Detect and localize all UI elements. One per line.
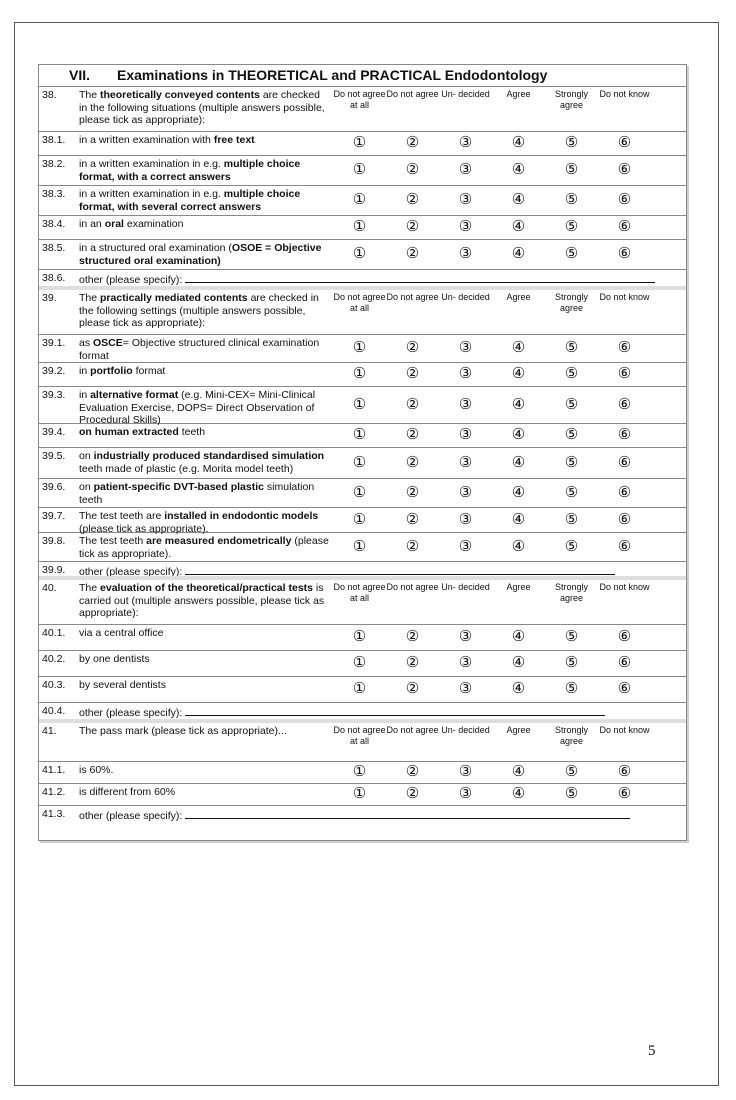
question-text: The evaluation of the theoretical/practical tests is carried out (multiple answers possible, please tick as appropriate): <box>79 582 325 619</box>
item-text: via a central office <box>79 627 164 639</box>
rating-option-6[interactable]: ⑥ <box>617 395 632 413</box>
item-row <box>39 240 686 270</box>
rating-option-5[interactable]: ⑤ <box>564 680 579 698</box>
rating-option-3[interactable]: ③ <box>458 680 473 698</box>
rating-option-6[interactable]: ⑥ <box>617 134 632 152</box>
rating-options <box>333 508 686 532</box>
item-number: 39.7. <box>42 510 66 522</box>
scale-header: Do not agree <box>386 89 439 99</box>
rating-option-3[interactable]: ③ <box>458 339 473 357</box>
scale-header: Un- decided <box>441 582 490 592</box>
rating-option-6[interactable]: ⑥ <box>617 365 632 383</box>
other-row <box>39 703 686 723</box>
questionnaire-form <box>38 64 687 841</box>
rating-option-6[interactable]: ⑥ <box>617 191 632 209</box>
scale-header: Strongly agree <box>554 292 589 313</box>
item-row <box>39 448 686 479</box>
rating-option-1[interactable]: ① <box>352 395 367 413</box>
rating-option-3[interactable]: ③ <box>458 628 473 646</box>
rating-options <box>333 533 686 561</box>
item-number: 39.2. <box>42 365 66 377</box>
rating-option-2[interactable]: ② <box>405 785 420 803</box>
rating-option-4[interactable]: ④ <box>511 245 526 263</box>
item-text: in portfolio format <box>79 365 166 377</box>
question-text: The practically mediated contents are checked in the following settings (multiple answers possible, please tick as appropriate): <box>79 292 319 329</box>
rating-options <box>333 479 686 507</box>
scale-header: Do not agree at all <box>333 89 386 110</box>
rating-option-2[interactable]: ② <box>405 218 420 236</box>
scale-header: Do not agree at all <box>333 582 386 603</box>
other-row <box>39 270 686 290</box>
rating-option-6[interactable]: ⑥ <box>617 785 632 803</box>
item-number: 39.6. <box>42 481 66 493</box>
rating-option-1[interactable]: ① <box>352 654 367 672</box>
rating-option-4[interactable]: ④ <box>511 426 526 444</box>
rating-option-4[interactable]: ④ <box>511 510 526 528</box>
rating-option-6[interactable]: ⑥ <box>617 680 632 698</box>
rating-option-4[interactable]: ④ <box>511 654 526 672</box>
section-number: VII. <box>69 67 91 83</box>
scale-header: Do not agree <box>386 725 439 735</box>
other-specify <box>79 270 686 286</box>
rating-option-6[interactable]: ⑥ <box>617 763 632 781</box>
rating-option-6[interactable]: ⑥ <box>617 510 632 528</box>
rating-option-3[interactable]: ③ <box>458 483 473 501</box>
scale-header: Do not agree at all <box>333 292 386 313</box>
rating-option-1[interactable]: ① <box>352 483 367 501</box>
scale-header: Do not agree <box>386 582 439 592</box>
question-list <box>39 87 686 840</box>
rating-option-2[interactable]: ② <box>405 763 420 781</box>
rating-option-1[interactable]: ① <box>352 763 367 781</box>
scale-header: Do not agree at all <box>333 725 386 746</box>
item-text: is 60%. <box>79 764 114 776</box>
rating-option-4[interactable]: ④ <box>511 537 526 555</box>
rating-option-3[interactable]: ③ <box>458 161 473 179</box>
rating-options <box>333 156 686 185</box>
item-text: The test teeth are installed in endodontic models (please tick as appropriate). <box>79 510 319 535</box>
question-row <box>39 87 686 132</box>
rating-option-1[interactable]: ① <box>352 365 367 383</box>
item-text: on patient-specific DVT-based plastic simulation teeth <box>79 481 315 506</box>
rating-option-3[interactable]: ③ <box>458 218 473 236</box>
rating-options <box>333 424 686 447</box>
rating-option-5[interactable]: ⑤ <box>564 339 579 357</box>
rating-option-5[interactable]: ⑤ <box>564 654 579 672</box>
item-number: 39.9. <box>42 564 66 576</box>
rating-option-5[interactable]: ⑤ <box>564 245 579 263</box>
rating-option-4[interactable]: ④ <box>511 763 526 781</box>
rating-option-2[interactable]: ② <box>405 453 420 471</box>
item-number: 39.8. <box>42 535 66 547</box>
other-input-line[interactable] <box>185 272 655 283</box>
rating-options <box>333 387 686 423</box>
item-row <box>39 677 686 703</box>
rating-option-6[interactable]: ⑥ <box>617 339 632 357</box>
item-row <box>39 424 686 448</box>
scale-header: Strongly agree <box>554 725 589 746</box>
scale-header: Do not know <box>599 725 650 735</box>
rating-option-2[interactable]: ② <box>405 426 420 444</box>
rating-option-5[interactable]: ⑤ <box>564 161 579 179</box>
item-text: in alternative format (e.g. Mini-CEX= Mini-Clinical Evaluation Exercise, DOPS= Direct Observation of Procedural Skills) <box>79 389 316 426</box>
rating-option-3[interactable]: ③ <box>458 191 473 209</box>
item-text: on human extracted teeth <box>79 426 206 438</box>
item-number: 39.4. <box>42 426 66 438</box>
rating-option-6[interactable]: ⑥ <box>617 483 632 501</box>
other-input-line[interactable] <box>185 564 615 575</box>
rating-option-3[interactable]: ③ <box>458 134 473 152</box>
item-row <box>39 533 686 562</box>
item-number: 41.2. <box>42 786 66 798</box>
other-label: other (please specify): <box>79 707 183 719</box>
other-specify <box>79 562 686 576</box>
other-row <box>39 806 686 840</box>
other-label: other (please specify): <box>79 566 183 576</box>
item-row <box>39 784 686 806</box>
rating-option-2[interactable]: ② <box>405 161 420 179</box>
rating-option-5[interactable]: ⑤ <box>564 426 579 444</box>
question-text: The theoretically conveyed contents are checked in the following situations (multiple answers possible, please tick as appropriate): <box>79 89 325 126</box>
item-row <box>39 335 686 363</box>
item-number: 39.5. <box>42 450 66 462</box>
other-specify <box>79 806 686 840</box>
scale-header: Un- decided <box>441 89 490 99</box>
rating-option-1[interactable]: ① <box>352 680 367 698</box>
question-number: 41. <box>42 725 57 737</box>
rating-option-1[interactable]: ① <box>352 191 367 209</box>
rating-option-6[interactable]: ⑥ <box>617 654 632 672</box>
rating-option-3[interactable]: ③ <box>458 654 473 672</box>
rating-option-2[interactable]: ② <box>405 365 420 383</box>
item-number: 38.2. <box>42 158 66 170</box>
item-number: 38.3. <box>42 188 66 200</box>
section-title <box>39 65 686 87</box>
item-number: 38.5. <box>42 242 66 254</box>
rating-option-1[interactable]: ① <box>352 426 367 444</box>
rating-option-3[interactable]: ③ <box>458 426 473 444</box>
item-row <box>39 186 686 216</box>
scale-header: Un- decided <box>441 292 490 302</box>
item-number: 39.3. <box>42 389 66 401</box>
rating-option-4[interactable]: ④ <box>511 395 526 413</box>
item-row <box>39 651 686 677</box>
rating-option-1[interactable]: ① <box>352 339 367 357</box>
scale-header: Strongly agree <box>554 89 589 110</box>
other-specify <box>79 703 686 719</box>
item-number: 40.3. <box>42 679 66 691</box>
other-input-line[interactable] <box>185 808 630 819</box>
rating-option-6[interactable]: ⑥ <box>617 161 632 179</box>
rating-option-5[interactable]: ⑤ <box>564 483 579 501</box>
scale-header: Un- decided <box>441 725 490 735</box>
rating-option-1[interactable]: ① <box>352 628 367 646</box>
rating-option-4[interactable]: ④ <box>511 628 526 646</box>
item-row <box>39 363 686 387</box>
rating-option-2[interactable]: ② <box>405 680 420 698</box>
scale-header: Do not know <box>599 89 650 99</box>
rating-option-5[interactable]: ⑤ <box>564 537 579 555</box>
item-text: in an oral examination <box>79 218 184 230</box>
rating-option-6[interactable]: ⑥ <box>617 537 632 555</box>
item-text: in a written examination in e.g. multiple choice format, with a correct answers <box>79 158 301 183</box>
item-number: 38.4. <box>42 218 66 230</box>
question-text: The pass mark (please tick as appropriate)... <box>79 725 287 737</box>
question-row <box>39 290 686 335</box>
rating-option-3[interactable]: ③ <box>458 763 473 781</box>
rating-option-2[interactable]: ② <box>405 628 420 646</box>
other-label: other (please specify): <box>79 274 183 286</box>
rating-option-4[interactable]: ④ <box>511 191 526 209</box>
item-row <box>39 508 686 533</box>
scale-header: Agree <box>506 292 531 302</box>
rating-option-1[interactable]: ① <box>352 537 367 555</box>
rating-option-5[interactable]: ⑤ <box>564 763 579 781</box>
item-number: 38.6. <box>42 272 66 284</box>
item-number: 38.1. <box>42 134 66 146</box>
rating-option-5[interactable]: ⑤ <box>564 191 579 209</box>
rating-option-2[interactable]: ② <box>405 191 420 209</box>
item-row <box>39 479 686 508</box>
item-number: 40.4. <box>42 705 66 717</box>
rating-option-1[interactable]: ① <box>352 785 367 803</box>
rating-option-5[interactable]: ⑤ <box>564 453 579 471</box>
rating-option-4[interactable]: ④ <box>511 161 526 179</box>
section-heading: Examinations in THEORETICAL and PRACTICAL Endodontology <box>117 67 548 83</box>
rating-option-6[interactable]: ⑥ <box>617 218 632 236</box>
rating-option-2[interactable]: ② <box>405 537 420 555</box>
item-number: 41.1. <box>42 764 66 776</box>
rating-options <box>333 677 686 702</box>
rating-option-6[interactable]: ⑥ <box>617 245 632 263</box>
item-text: by one dentists <box>79 653 150 665</box>
rating-option-6[interactable]: ⑥ <box>617 426 632 444</box>
rating-option-1[interactable]: ① <box>352 218 367 236</box>
question-row <box>39 580 686 625</box>
rating-option-3[interactable]: ③ <box>458 785 473 803</box>
rating-options <box>333 186 686 215</box>
rating-option-2[interactable]: ② <box>405 510 420 528</box>
scale-header: Agree <box>506 725 531 735</box>
item-number: 39.1. <box>42 337 66 349</box>
rating-option-2[interactable]: ② <box>405 395 420 413</box>
scale-headers <box>333 87 686 131</box>
rating-option-4[interactable]: ④ <box>511 680 526 698</box>
rating-option-1[interactable]: ① <box>352 161 367 179</box>
scale-header: Do not agree <box>386 292 439 302</box>
rating-options <box>333 651 686 676</box>
item-row <box>39 762 686 784</box>
item-text: The test teeth are measured endometrically (please tick as appropriate). <box>79 535 329 560</box>
rating-option-2[interactable]: ② <box>405 483 420 501</box>
rating-option-1[interactable]: ① <box>352 245 367 263</box>
scale-header: Strongly agree <box>554 582 589 603</box>
rating-option-1[interactable]: ① <box>352 510 367 528</box>
rating-option-5[interactable]: ⑤ <box>564 395 579 413</box>
rating-option-6[interactable]: ⑥ <box>617 453 632 471</box>
rating-option-1[interactable]: ① <box>352 453 367 471</box>
item-row <box>39 156 686 186</box>
other-input-line[interactable] <box>185 705 605 716</box>
page-number: 5 <box>648 1043 656 1059</box>
item-text: as OSCE= Objective structured clinical examination format <box>79 337 320 362</box>
item-number: 40.1. <box>42 627 66 639</box>
rating-option-4[interactable]: ④ <box>511 483 526 501</box>
question-row <box>39 723 686 762</box>
item-row <box>39 387 686 424</box>
rating-option-5[interactable]: ⑤ <box>564 365 579 383</box>
rating-option-2[interactable]: ② <box>405 654 420 672</box>
rating-option-3[interactable]: ③ <box>458 395 473 413</box>
rating-options <box>333 784 686 805</box>
item-text: is different from 60% <box>79 786 176 798</box>
question-number: 40. <box>42 582 57 594</box>
item-text: in a structured oral examination (OSOE = Objective structured oral examination) <box>79 242 322 267</box>
item-row <box>39 625 686 651</box>
rating-options <box>333 363 686 386</box>
rating-option-2[interactable]: ② <box>405 245 420 263</box>
scale-header: Agree <box>506 89 531 99</box>
item-row <box>39 132 686 156</box>
rating-options <box>333 240 686 269</box>
item-number: 40.2. <box>42 653 66 665</box>
rating-option-3[interactable]: ③ <box>458 365 473 383</box>
rating-option-5[interactable]: ⑤ <box>564 510 579 528</box>
rating-options <box>333 762 686 783</box>
scale-headers <box>333 723 686 761</box>
rating-option-4[interactable]: ④ <box>511 785 526 803</box>
rating-option-4[interactable]: ④ <box>511 218 526 236</box>
other-label: other (please specify): <box>79 810 183 822</box>
question-number: 39. <box>42 292 57 304</box>
rating-option-2[interactable]: ② <box>405 134 420 152</box>
scale-header: Agree <box>506 582 531 592</box>
scale-headers <box>333 580 686 624</box>
scale-header: Do not know <box>599 582 650 592</box>
other-row <box>39 562 686 580</box>
item-text: in a written examination in e.g. multiple choice format, with several correct answers <box>79 188 301 213</box>
rating-option-4[interactable]: ④ <box>511 134 526 152</box>
rating-option-5[interactable]: ⑤ <box>564 785 579 803</box>
rating-option-4[interactable]: ④ <box>511 365 526 383</box>
scale-header: Do not know <box>599 292 650 302</box>
item-row <box>39 216 686 240</box>
rating-option-4[interactable]: ④ <box>511 339 526 357</box>
rating-options <box>333 216 686 239</box>
item-text: on industrially produced standardised simulation teeth made of plastic (e.g. Morita model teeth) <box>79 450 325 475</box>
item-text: in a written examination with free text <box>79 134 255 146</box>
rating-option-4[interactable]: ④ <box>511 453 526 471</box>
rating-option-5[interactable]: ⑤ <box>564 218 579 236</box>
question-number: 38. <box>42 89 57 101</box>
rating-option-5[interactable]: ⑤ <box>564 628 579 646</box>
rating-option-5[interactable]: ⑤ <box>564 134 579 152</box>
rating-options <box>333 132 686 155</box>
rating-option-3[interactable]: ③ <box>458 510 473 528</box>
item-number: 41.3. <box>42 808 66 820</box>
rating-options <box>333 625 686 650</box>
rating-option-3[interactable]: ③ <box>458 453 473 471</box>
scale-headers <box>333 290 686 334</box>
rating-options <box>333 448 686 478</box>
rating-option-3[interactable]: ③ <box>458 537 473 555</box>
rating-option-3[interactable]: ③ <box>458 245 473 263</box>
rating-option-2[interactable]: ② <box>405 339 420 357</box>
rating-options <box>333 335 686 362</box>
item-text: by several dentists <box>79 679 166 691</box>
rating-option-1[interactable]: ① <box>352 134 367 152</box>
rating-option-6[interactable]: ⑥ <box>617 628 632 646</box>
